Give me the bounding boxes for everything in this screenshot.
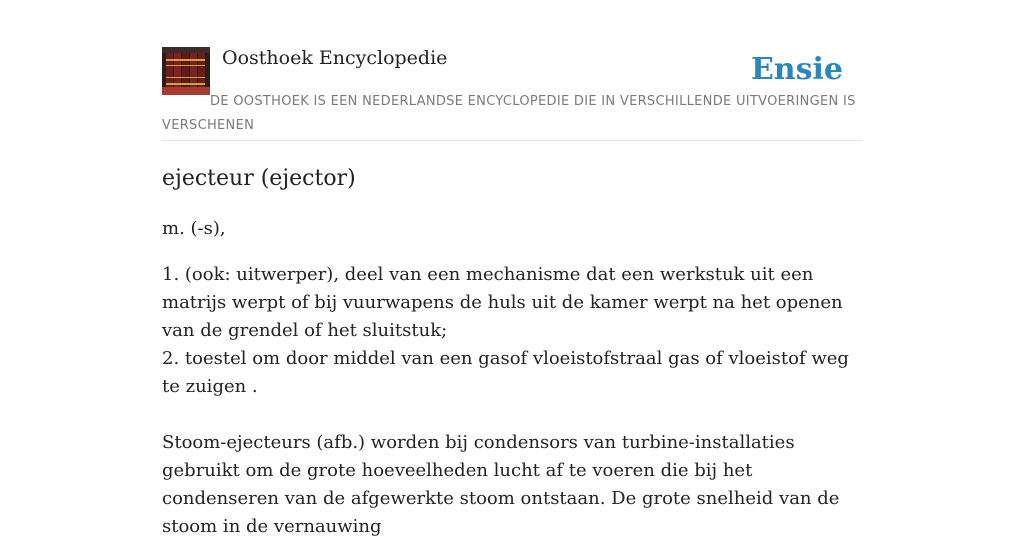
definitions-list <box>162 261 867 401</box>
site-header <box>162 46 862 141</box>
site-tagline: DE OOSTHOEK IS EEN NEDERLANDSE ENCYCLOPEDIE DIE IN VERSCHILLENDE UITVOERINGEN IS VERSCHENEN <box>162 94 856 133</box>
encyclopedia-books-avatar[interactable] <box>162 47 210 95</box>
entry-title: ejecteur (ejector) <box>162 166 356 191</box>
definition-item: 1. (ook: uitwerper), deel van een mechanisme dat een werkstuk uit een matrijs werpt of bij vuurwapens de huls uit de kamer werpt na het openen van de grendel of het sluitstuk; <box>162 264 843 341</box>
ensie-logo[interactable]: Ensie <box>750 52 843 87</box>
books-image <box>162 47 210 95</box>
article-content <box>162 162 867 541</box>
site-name[interactable]: Oosthoek Encyclopedie <box>222 47 448 69</box>
grammar-info: m. (-s), <box>162 218 226 239</box>
definition-item: 2. toestel om door middel van een gasof vloeistofstraal gas of vloeistof weg te zuigen . <box>162 348 849 397</box>
article-body: Stoom-ejecteurs (afb.) worden bij condensors van turbine-installaties gebruikt om de grote hoeveelheden lucht af te voeren die bij het condenseren van de afgewerkte stoom ontstaan. De grote snelheid van de stoom in de vernauwing <box>162 432 840 537</box>
